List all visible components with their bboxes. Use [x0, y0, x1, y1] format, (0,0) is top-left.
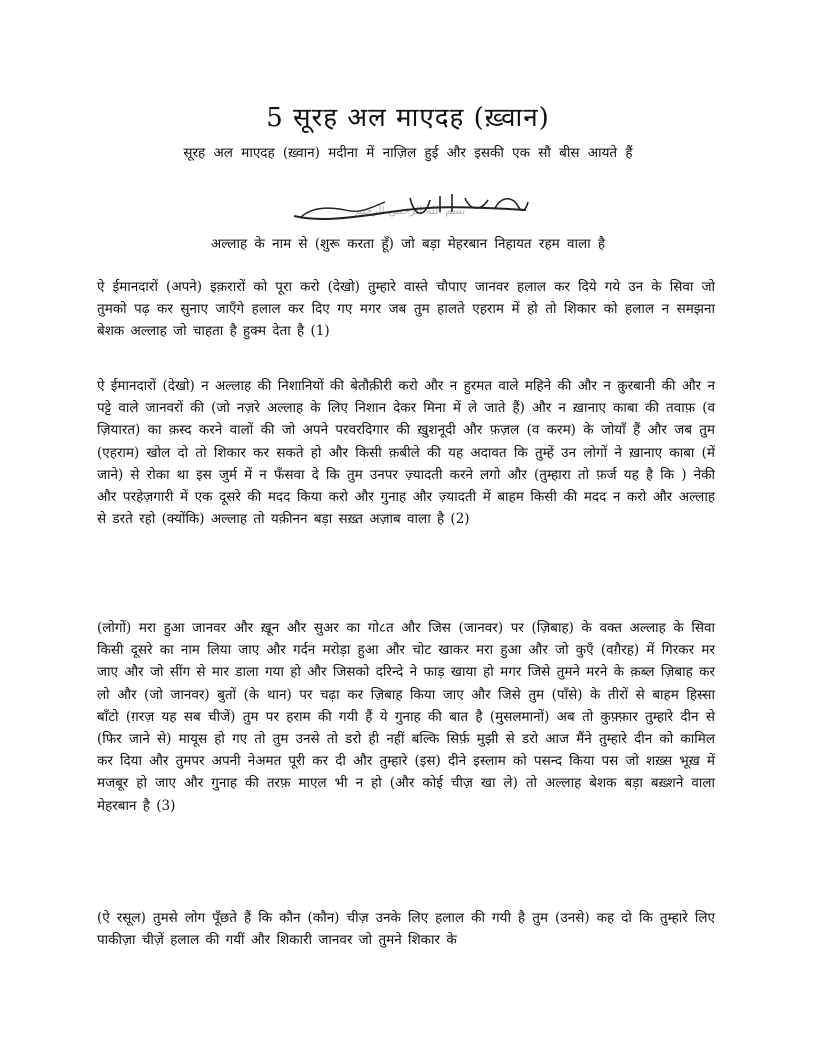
bismillah-calligraphy-image — [290, 188, 530, 228]
verse-paragraph-3: (लोगों) मरा हुआ जानवर और ख़ून और सुअर का गो८त और जिस (जानवर) पर (ज़िबाह) के वक्त अल्लाह के सिवा किसी दूसरे का नाम लिया जाए और गर्दन मरोड़ा हुआ और चोट खाकर मरा हुआ और जो कुएँ (वग़ैरह) में गिरकर मर जाए और जो सींग से मार डाला गया हो और जिसको दरिन्दे ने फाड़ खाया हो मगर जिसे तुमने मरने के क़ब्ल ज़िबाह कर लो और (जो जानवर) बुतों (के थान) पर चढ़ा कर ज़िबाह किया जाए और जिसे तुम (पाँसे) के तीरों से बाहम हिस्सा बाँटो (ग़रज़ यह सब चीजें) तुम पर हराम की गयी हैं ये गुनाह की बात है (मुसलमानों) अब तो कुफ़्फ़ार तुम्हारे दीन से (फिर जाने से) मायूस हो गए तो तुम उनसे तो डरो ही नहीं बल्कि सिर्फ़ मुझी से डरो आज मैंने तुम्हारे दीन को कामिल कर दिया और तुमपर अपनी नेअमत पूरी कर दी और तुम्हारे (इस) दीने इस्लाम को पसन्द किया पस जो शख़्स भूख़ में मजबूर हो जाए और गुनाह की तरफ़ माएल भी न हो (और कोई चीज़ खा ले) तो अल्लाह बेशक बड़ा बख़्शने वाला मेहरबान है (3) — [97, 620, 715, 814]
verse-paragraph-2: ऐ ईमानदारों (देखो) न अल्लाह की निशानियों की बेतौक़ीरी करो और न हुरमत वाले महिने की और न क़ुरबानी की और न पट्टे वाले जानवरों की (जो नज़रे अल्लाह के लिए निशान देकर मिना में ले जाते हैं) और न ख़ानाए काबा की तवाफ़ (व ज़ियारत) का क़स्द करने वालों की जो अपने परवरदिगार की ख़ुशनूदी और फ़ज़ल (व करम) के जोयाँ हैं और जब तुम (एहराम) खोल दो तो शिकार कर सकते हो और किसी क़बीले की यह अदावत कि तुम्हें उन लोगों ने ख़ानाए काबा (में जाने) से रोका था इस जुर्म में न फँसवा दे कि तुम उनपर ज़्यादती करने लगो और (तुम्हारा तो फ़र्ज यह है कि ) नेकी और परहेज़गारी में एक दूसरे की मदद किया करो और गुनाह और ज़्यादती में बाहम किसी की मदद न करो और अल्लाह से डरते रहो (क्योंकि) अल्लाह तो यक़ीनन बड़ा सख़्त अज़ाब वाला है (2) — [97, 378, 715, 528]
surah-subtitle: सूरह अल माएदह (ख़्वान) मदीना में नाज़िल हुई और इसकी एक सौ बीस आयते हैं — [183, 145, 633, 161]
verse-paragraph-4: (ऐ रसूल) तुमसे लोग पूँछते हैं कि कौन (कौन) चीज़ उनके लिए हलाल की गयी है तुम (उनसे) कह दो कि तुम्हारे लिए पाकीज़ा चीज़ें हलाल की गयीं और शिकारी जानवर जो तुमने शिकार के — [97, 910, 715, 949]
surah-title: 5 सूरह अल माएदह (ख़्वान) — [266, 103, 550, 133]
basmala-translation: अल्लाह के नाम से (शुरू करता हूँ) जो बड़ा मेहरबान निहायत रहम वाला है — [210, 236, 606, 252]
bismillah-arabic-text: بسم الله الرحمن الرحيم — [354, 204, 466, 217]
verse-paragraph-1: ऐ ईमानदारों (अपने) इक़रारों को पूरा करो (देखो) तुम्हारे वास्ते चौपाए जानवर हलाल कर दिये गये उन के सिवा जो तुमको पढ़ कर सुनाए जाएँगे हलाल कर दिए गए मगर जब तुम हालते एहराम में हो तो शिकार को हलाल न समझना बेशक अल्लाह जो चाहता है हुक्म देता है (1) — [97, 279, 715, 340]
